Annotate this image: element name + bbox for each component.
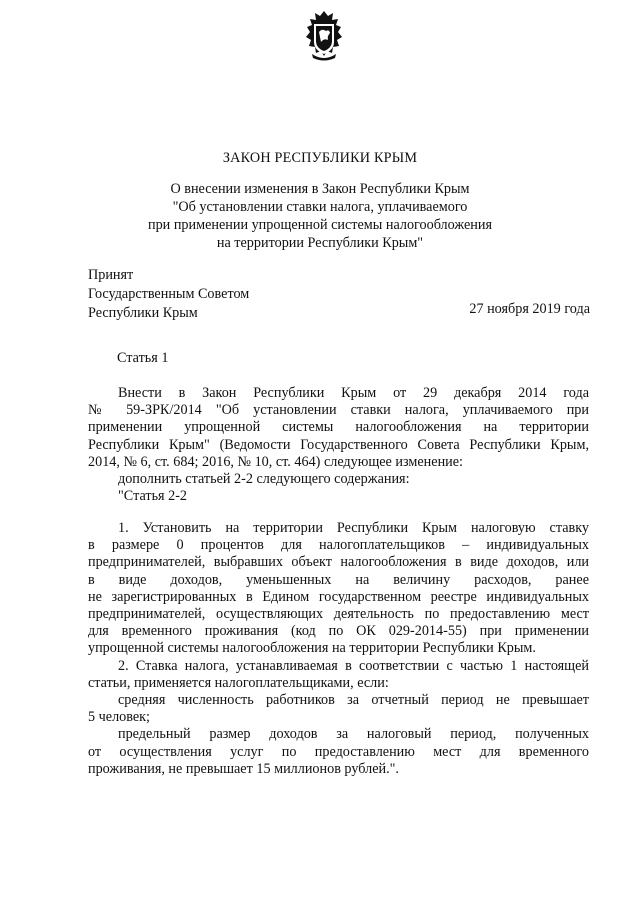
new-article-title: "Статья 2-2 [118, 488, 188, 505]
subtitle-line: О внесении изменения в Закон Республики Крым [170, 181, 470, 197]
adoption-line: Республики Крым [88, 305, 198, 321]
adoption-line: Принят [88, 267, 134, 283]
adoption-line: Государственным Советом [88, 286, 250, 302]
condition2-line: проживания, не превышает 15 миллионов рублей.". [88, 760, 399, 777]
coat-of-arms-emblem [302, 10, 346, 62]
point1-line: в размере 0 процентов для налогоплательщиков – индивидуальных [88, 537, 589, 554]
intro-line: Внести в Закон Республики Крым от 29 декабря 2014 года [118, 385, 589, 401]
point2-line: статьи, применяется налогоплательщиками, если: [88, 674, 389, 691]
law-title: ЗАКОН РЕСПУБЛИКИ КРЫМ [222, 150, 418, 166]
condition2-line: предельный размер доходов за налоговый период, полученных [118, 726, 589, 743]
intro-line: 2014, № 6, ст. 684; 2016, № 10, ст. 464) следующее изменение: [88, 453, 463, 470]
subtitle-line: при применении упрощенной системы налогообложения [148, 217, 492, 233]
adoption-block [88, 266, 249, 323]
point2-line: 2. Ставка налога, устанавливаемая в соответствии с частью 1 настоящей [118, 657, 589, 674]
article-intro [88, 385, 589, 505]
subtitle-line: на территории Республики Крым" [216, 235, 424, 251]
article-label: Статья 1 [117, 350, 169, 366]
addition-line: дополнить статьей 2-2 следующего содержания: [118, 471, 410, 488]
law-subtitle [0, 180, 640, 252]
intro-line: Республики Крым" (Ведомости Государственного Совета Республики Крым, [88, 436, 589, 453]
point-1 [88, 520, 589, 778]
condition2-line: от осуществления услуг по предоставлению мест для временного [88, 743, 589, 760]
point1-line: 1. Установить на территории Республики Крым налоговую ставку [118, 520, 589, 536]
subtitle-line: "Об установлении ставки налога, уплачиваемого [172, 199, 468, 215]
intro-line: № 59-ЗРК/2014 "Об установлении ставки налога, уплачиваемого при [88, 402, 589, 419]
point1-line: в виде доходов, уменьшенных на величину расходов, ранее [88, 571, 589, 588]
point1-line: упрощенной системы налогообложения на территории Республики Крым. [88, 640, 536, 657]
condition1-line: 5 человек; [88, 709, 150, 726]
point1-line: предпринимателей, выбравших объект налогообложения в виде доходов, или [88, 554, 589, 571]
point1-line: предпринимателей, осуществляющих деятельность по предоставлению мест [88, 606, 589, 623]
point1-line: для временного проживания (код по ОК 029-2014-55) при применении [88, 623, 589, 640]
condition1-line: средняя численность работников за отчетный период не превышает [118, 692, 589, 709]
adoption-date: 27 ноября 2019 года [469, 301, 590, 317]
point1-line: не зарегистрированных в Едином государственном реестре индивидуальных [88, 588, 589, 605]
intro-line: применении упрощенной системы налогообложения на территории [88, 419, 589, 436]
